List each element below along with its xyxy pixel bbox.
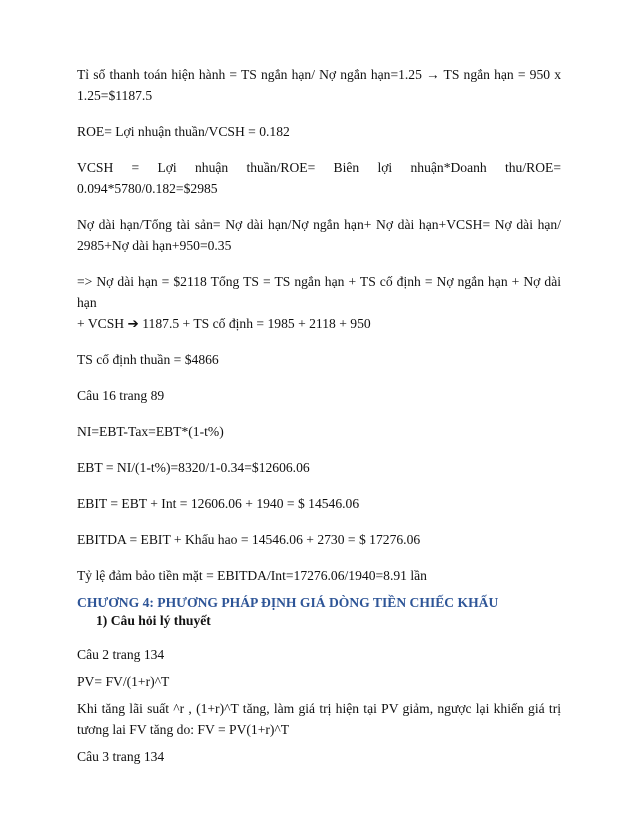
question-2-label: Câu 2 trang 134 xyxy=(77,647,165,662)
current-ratio-line-2: 1.25=$1187.5 xyxy=(77,88,153,103)
vcsh-line-2: 0.094*5780/0.182=$2985 xyxy=(77,181,218,196)
question-16-label: Câu 16 trang 89 xyxy=(77,388,165,403)
paragraph-long-term-debt-ratio xyxy=(77,214,561,256)
paragraph-net-fixed-assets: TS cố định thuần = $4866 xyxy=(77,352,219,367)
total-assets-line-1: => Nợ dài hạn = $2118 Tổng TS = TS ngắn hạn + TS cố định = Nợ ngắn hạn + Nợ dài hạn xyxy=(77,274,561,310)
interest-line-2: tương lai FV tăng do: FV = PV(1+r)^T xyxy=(77,722,290,737)
interest-line-1: Khi tăng lãi suất ^r , (1+r)^T tăng, làm giá trị hiện tại PV giảm, ngược lại khiến giá trị xyxy=(77,701,561,716)
ltd-ratio-line-2: 2985+Nợ dài hạn+950=0.35 xyxy=(77,238,232,253)
ltd-ratio-line-1: Nợ dài hạn/Tổng tài sản= Nợ dài hạn/Nợ ngắn hạn+ Nợ dài hạn+VCSH= Nợ dài hạn/ xyxy=(77,217,561,232)
question-3-label: Câu 3 trang 134 xyxy=(77,749,165,764)
paragraph-cash-coverage: Tỷ lệ đảm bảo tiền mặt = EBITDA/Int=17276.06/1940=8.91 lần xyxy=(77,568,427,583)
paragraph-ebitda: EBITDA = EBIT + Khấu hao = 14546.06 + 2730 = $ 17276.06 xyxy=(77,532,421,547)
paragraph-total-assets xyxy=(77,271,561,334)
paragraph-ebit: EBIT = EBT + Int = 12606.06 + 1940 = $ 14546.06 xyxy=(77,496,360,511)
chapter-heading: CHƯƠNG 4: PHƯƠNG PHÁP ĐỊNH GIÁ DÒNG TIỀN CHIẾC KHẤU xyxy=(77,595,499,610)
section-heading: 1) Câu hỏi lý thuyết xyxy=(96,613,211,628)
vcsh-line-1: VCSH = Lợi nhuận thuần/ROE= Biên lợi nhuận*Doanh thu/ROE= xyxy=(77,160,561,175)
paragraph-roe: ROE= Lợi nhuận thuần/VCSH = 0.182 xyxy=(77,124,290,139)
paragraph-ebt: EBT = NI/(1-t%)=8320/1-0.34=$12606.06 xyxy=(77,460,310,475)
paragraph-current-ratio xyxy=(77,64,561,106)
paragraph-ni: NI=EBT-Tax=EBT*(1-t%) xyxy=(77,424,224,439)
paragraph-interest-explanation xyxy=(77,698,561,740)
current-ratio-line-1: Tỉ số thanh toán hiện hành = TS ngắn hạn/ Nợ ngắn hạn=1.25 → TS ngắn hạn = 950 x xyxy=(77,67,561,82)
paragraph-vcsh xyxy=(77,157,561,199)
document-page xyxy=(77,64,561,773)
paragraph-pv-formula: PV= FV/(1+r)^T xyxy=(77,674,170,689)
total-assets-line-2: + VCSH ➔ 1187.5 + TS cố định = 1985 + 2118 + 950 xyxy=(77,316,371,331)
